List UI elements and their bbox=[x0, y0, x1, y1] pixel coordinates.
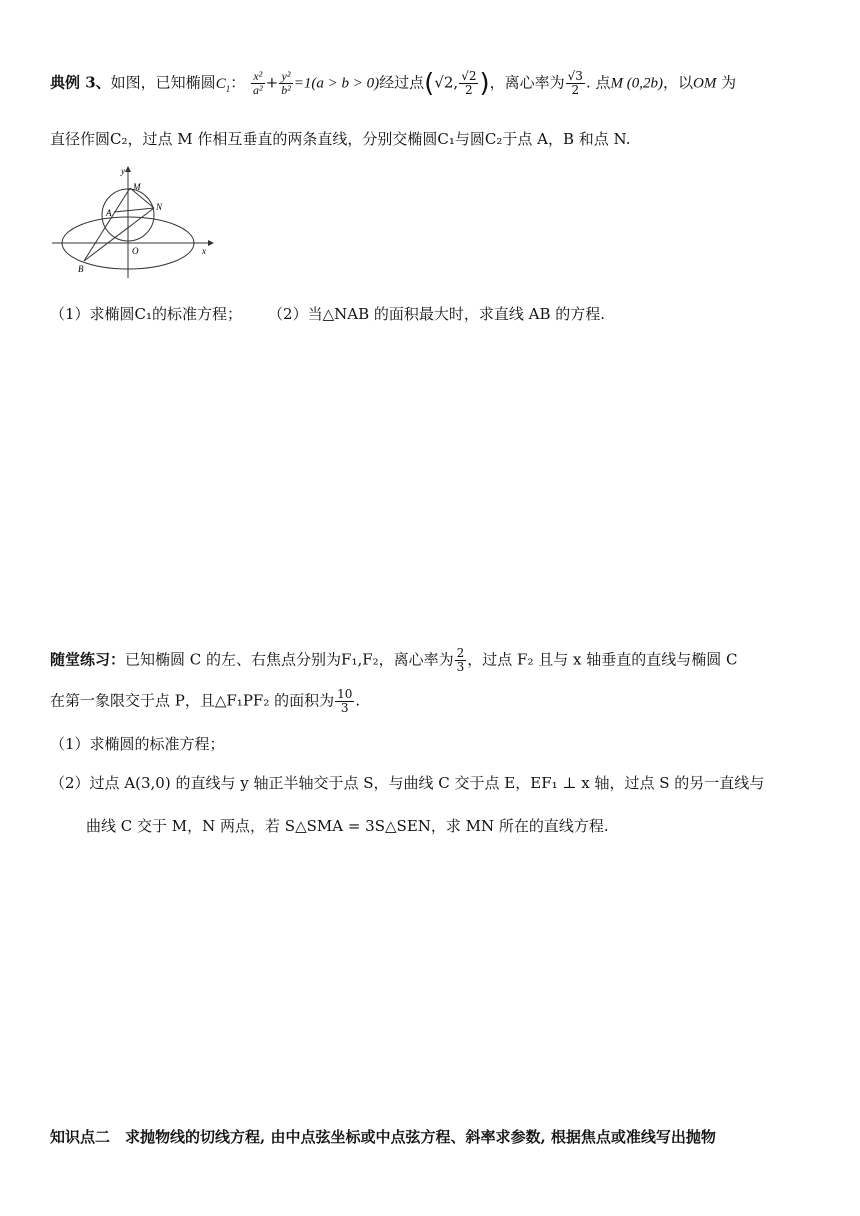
point-x: √2, bbox=[434, 73, 459, 92]
point-y-frac: $\frac{√2}{2}$ bbox=[461, 69, 477, 97]
c1-symbol: $C_1$ bbox=[215, 75, 231, 94]
practice-text2b: . bbox=[355, 691, 361, 710]
label-x: x bbox=[202, 246, 206, 256]
example3-intro: 如图，已知椭圆 bbox=[110, 73, 216, 92]
practice-line2 bbox=[50, 688, 360, 715]
ellipse-circle-figure bbox=[48, 160, 218, 280]
label-b: B bbox=[78, 264, 84, 274]
label-y: y bbox=[121, 166, 125, 176]
point-text: . 点 bbox=[585, 73, 611, 92]
practice-line1 bbox=[50, 647, 737, 674]
paren-close: ) bbox=[479, 68, 490, 99]
practice-q2b: 曲线 C 交于 M，N 两点，若 S△SMA = 3S△SEN，求 MN 所在的直线方程. bbox=[86, 817, 609, 835]
practice-area-frac: $\frac{10}{3}$ bbox=[337, 687, 353, 715]
practice-ecc-frac: $\frac{2}{3}$ bbox=[456, 646, 465, 674]
example3-q2: （2）当△NAB 的面积最大时，求直线 AB 的方程. bbox=[268, 305, 606, 323]
x-axis-arrow bbox=[208, 240, 214, 246]
example3-line2: 直径作圆C₂，过点 M 作相互垂直的两条直线，分别交椭圆C₁与圆C₂于点 A，B 和点 N. bbox=[50, 130, 631, 148]
ecc-text: ，离心率为 bbox=[489, 73, 565, 92]
practice-q1: （1）求椭圆的标准方程； bbox=[50, 735, 225, 753]
practice-text2a: 在第一象限交于点 P，且△F₁PF₂ 的面积为 bbox=[50, 691, 335, 710]
as-text: 为 bbox=[716, 73, 737, 92]
frac-y: $\frac{\text{y²}}{\text{b²}}$ bbox=[281, 69, 291, 97]
line-an bbox=[114, 208, 154, 212]
label-n: N bbox=[156, 202, 163, 212]
example3-line1 bbox=[50, 70, 736, 100]
passes-text: 经过点 bbox=[379, 73, 425, 92]
plus-sign: + bbox=[265, 73, 279, 92]
line-bn bbox=[84, 208, 154, 261]
example3-label: 典例 3、 bbox=[50, 73, 111, 92]
practice-text1a: 已知椭圆 C 的左、右焦点分别为F₁,F₂，离心率为 bbox=[125, 650, 454, 669]
om-text: ，以 bbox=[662, 73, 693, 92]
example3-q1: （1）求椭圆C₁的标准方程； bbox=[50, 305, 243, 323]
colon: ： bbox=[230, 73, 246, 92]
paren-open: ( bbox=[424, 68, 435, 99]
label-a: A bbox=[106, 208, 112, 218]
om-symbol: OM bbox=[693, 75, 717, 92]
practice-q2: （2）过点 A(3,0) 的直线与 y 轴正半轴交于点 S，与曲线 C 交于点 E，EF₁ ⊥ x 轴，过点 S 的另一直线与 bbox=[50, 774, 765, 792]
label-o: O bbox=[132, 246, 139, 256]
example3-questions bbox=[50, 303, 605, 325]
practice-text1b: ，过点 F₂ 且与 x 轴垂直的直线与椭圆 C bbox=[467, 650, 738, 669]
label-m: M bbox=[133, 182, 141, 192]
frac-x: $\frac{\text{x²}}{\text{a²}}$ bbox=[253, 69, 263, 97]
point-m: M (0,2b) bbox=[610, 75, 663, 92]
practice-label: 随堂练习： bbox=[50, 650, 126, 669]
ecc-frac: $\frac{√3}{2}$ bbox=[567, 69, 583, 97]
ellipse-eq-rest: =1(a > b > 0) bbox=[293, 75, 380, 92]
knowledge-heading: 知识点二 求抛物线的切线方程, 由中点弦坐标或中点弦方程、斜率求参数, 根据焦点或准线写出抛物 bbox=[50, 1128, 716, 1146]
y-axis-arrow bbox=[125, 166, 131, 172]
